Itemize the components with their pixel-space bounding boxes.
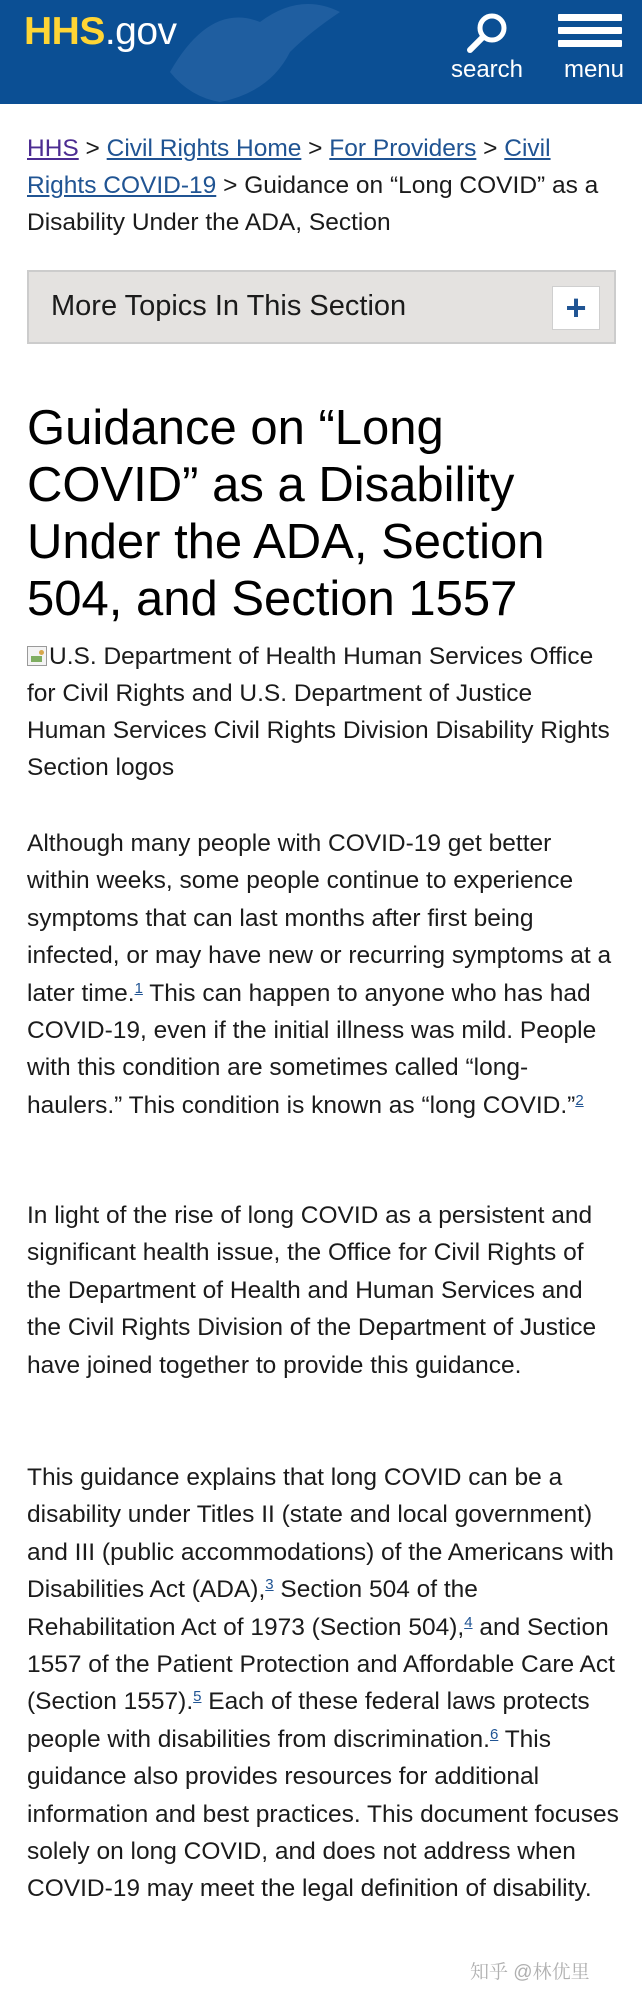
- footnote-link-4[interactable]: 4: [464, 1613, 473, 1631]
- footnote-link-5[interactable]: 5: [193, 1688, 202, 1706]
- paragraph-text: This guidance explains that long COVID can be a disability under Titles II (state and local government) and III (public accommodations) of the Americans with Disabilities Act (ADA),: [27, 1464, 614, 1604]
- watermark-text: 知乎 @林优里: [470, 1962, 590, 1983]
- search-label: search: [450, 56, 524, 83]
- menu-button[interactable]: [550, 0, 638, 104]
- breadcrumb-link-hhs[interactable]: HHS: [27, 135, 79, 162]
- paragraph-text: In light of the rise of long COVID as a persistent and significant health issue, the Office for Civil Rights of the Department of Health and Human Services and the Civil Rights Division of the Department of Justice have joined together to provide this guidance.: [27, 1202, 597, 1379]
- intro-paragraph: [27, 825, 619, 1124]
- hamburger-icon: [558, 14, 622, 53]
- breadcrumb-separator: >: [85, 135, 100, 162]
- paragraph-text: Although many people with COVID-19 get better within weeks, some people continue to experience symptoms that can last months after first being infected, or may have new or recurring symptoms at a later time.: [27, 830, 612, 1007]
- more-topics-label: More Topics In This Section: [51, 290, 407, 322]
- logo-suffix-text: .gov: [104, 10, 177, 53]
- more-topics-accordion[interactable]: [27, 270, 616, 344]
- footnote-link-3[interactable]: 3: [265, 1576, 274, 1594]
- breadcrumb-separator: >: [483, 135, 498, 162]
- scope-paragraph: [27, 1459, 619, 1908]
- footnote-link-1[interactable]: 1: [134, 979, 143, 997]
- paragraph-text: This guidance also provides resources for additional information and best practices. This document focuses solely on long COVID, and does not address when COVID-19 may meet the legal definition of disability.: [27, 1725, 619, 1903]
- agency-logos-image: [27, 638, 617, 786]
- menu-label: menu: [563, 56, 625, 83]
- paragraph-text: This can happen to anyone who has had COVID-19, even if the initial illness was mild. People with this condition are sometimes called “long-haulers.” This condition is known as “long COVID.”: [27, 979, 597, 1119]
- breadcrumb-link-for-providers[interactable]: For Providers: [329, 135, 477, 162]
- breadcrumb: [27, 130, 619, 241]
- search-button[interactable]: [440, 0, 534, 104]
- site-header: [0, 0, 642, 104]
- logo-alt-text: U.S. Department of Health Human Services Office for Civil Rights and U.S. Department of Justice Human Services Civil Rights Division Disability Rights Section logos: [27, 643, 610, 781]
- breadcrumb-separator: >: [223, 172, 238, 199]
- footnote-link-2[interactable]: 2: [575, 1091, 584, 1109]
- paragraph-text: Each of these federal laws protects people with disabilities from discrimination.: [27, 1688, 590, 1753]
- purpose-paragraph: [27, 1197, 619, 1384]
- footnote-link-6[interactable]: 6: [489, 1725, 499, 1743]
- hhs-logo[interactable]: [24, 10, 177, 54]
- paragraph-text: Section 504 of the Rehabilitation Act of 1973 (Section 504),: [27, 1576, 478, 1641]
- expand-plus-icon[interactable]: +: [552, 286, 600, 330]
- hhs-eagle-watermark-icon: [150, 0, 350, 104]
- paragraph-text: and Section 1557 of the Patient Protection and Affordable Care Act (Section 1557).: [27, 1613, 615, 1716]
- page-title: Guidance on “Long COVID” as a Disability Under the ADA, Section 504, and Section 1557: [27, 401, 545, 626]
- breadcrumb-separator: >: [308, 135, 323, 162]
- breadcrumb-link-civil-rights-covid[interactable]: Civil Rights COVID-19: [27, 135, 551, 199]
- breadcrumb-current: Guidance on “Long COVID” as a Disability Under the ADA, Section: [27, 172, 599, 236]
- broken-image-icon: [27, 646, 47, 666]
- logo-main-text: HHS: [24, 10, 105, 53]
- search-icon: [464, 10, 512, 56]
- breadcrumb-link-civil-rights-home[interactable]: Civil Rights Home: [106, 135, 302, 162]
